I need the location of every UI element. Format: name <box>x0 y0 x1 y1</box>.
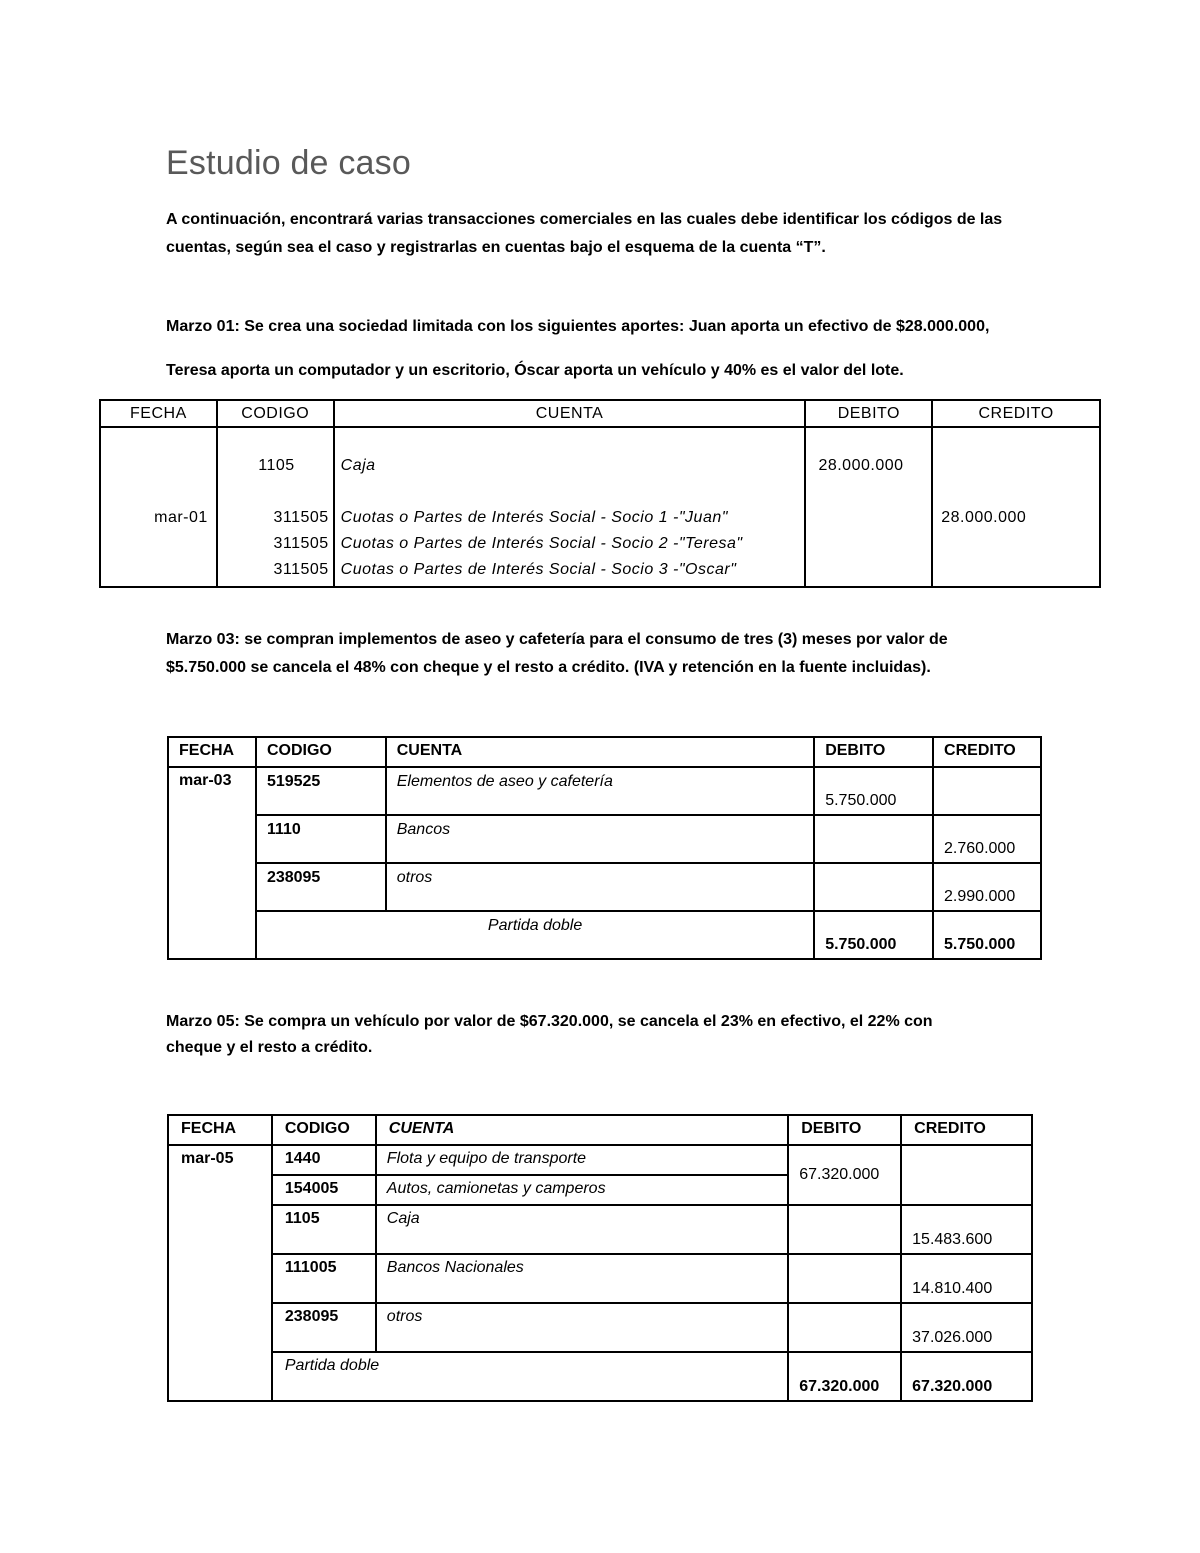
credito-cell <box>933 815 1041 863</box>
credito-cell <box>901 1145 1032 1205</box>
header-fecha: FECHA <box>168 737 256 767</box>
section1-line2: Teresa aporta un computador y un escritorio, Óscar aporta un vehículo y 40% es el valor del lote. <box>166 362 904 379</box>
table-row <box>100 427 1100 587</box>
credito-value: 2.760.000 <box>944 840 1016 857</box>
header-credito: CREDITO <box>933 737 1041 767</box>
codigo-value: 1105 <box>258 457 295 474</box>
table-header-row <box>168 737 1041 767</box>
header-debito: DEBITO <box>788 1115 901 1145</box>
section3-line2: cheque y el resto a crédito. <box>166 1039 373 1056</box>
credito-cell <box>932 427 1100 587</box>
section1-text1: Se crea una sociedad limitada con los siguientes aportes: Juan aporta un efectivo de $28.000.000, <box>239 318 990 335</box>
cuenta-cell: Elementos de aseo y cafetería <box>386 767 814 815</box>
cuenta-cell: Autos, camionetas y camperos <box>376 1175 788 1205</box>
fecha-value: mar-01 <box>154 509 208 526</box>
section3-line1 <box>166 1008 933 1036</box>
total-credito-cell <box>901 1352 1032 1401</box>
header-fecha: FECHA <box>168 1115 272 1145</box>
codigo-cell: 1440 <box>272 1145 376 1175</box>
debito-cell <box>788 1205 901 1254</box>
credito-value: 2.990.000 <box>944 888 1016 905</box>
credito-value: 37.026.000 <box>912 1329 993 1346</box>
codigo-value: 311505 <box>273 561 329 578</box>
cuenta-value: Cuotas o Partes de Interés Social - Socio 1 -"Juan" <box>340 509 728 526</box>
codigo-cell: 154005 <box>272 1175 376 1205</box>
total-label: Partida doble <box>256 911 814 959</box>
cuenta-cell: Caja <box>376 1205 788 1254</box>
debito-cell <box>814 767 933 815</box>
credito-value: 14.810.400 <box>912 1280 993 1297</box>
section3-label: Marzo 05: <box>166 1013 240 1030</box>
total-debito-cell <box>814 911 933 959</box>
cuenta-cell: Flota y equipo de transporte <box>376 1145 788 1175</box>
header-credito: CREDITO <box>932 400 1100 427</box>
total-label: Partida doble <box>272 1352 788 1401</box>
cuenta-value: Cuotas o Partes de Interés Social - Socio 3 -"Oscar" <box>340 561 737 578</box>
table-row <box>168 1254 1032 1303</box>
section1-line1 <box>166 313 989 341</box>
debito-cell <box>814 815 933 863</box>
section2-text1: se compran implementos de aseo y cafetería para el consumo de tres (3) meses por valor de <box>239 631 948 648</box>
credito-cell <box>901 1303 1032 1352</box>
cuenta-cell <box>334 427 806 587</box>
debito-cell <box>788 1254 901 1303</box>
section1-label: Marzo 01: <box>166 318 240 335</box>
codigo-cell: 238095 <box>272 1303 376 1352</box>
total-row <box>168 1352 1032 1401</box>
header-debito: DEBITO <box>805 400 932 427</box>
journal-table-mar01 <box>99 399 1101 588</box>
header-cuenta: CUENTA <box>376 1115 788 1145</box>
table-row <box>168 1145 1032 1175</box>
table-row <box>168 815 1041 863</box>
debito-value: 28.000.000 <box>818 457 904 474</box>
intro-paragraph: A continuación, encontrará varias transacciones comerciales en las cuales debe identificar los códigos de las cuentas, según sea el caso y registrarlas en cuentas bajo el esquema de la cuenta “T”. <box>166 211 1003 256</box>
total-debito-value: 67.320.000 <box>799 1378 880 1395</box>
journal-table-mar05 <box>167 1114 1033 1402</box>
credito-value: 28.000.000 <box>941 509 1027 526</box>
fecha-cell: mar-03 <box>168 767 256 959</box>
total-debito-cell <box>788 1352 901 1401</box>
cuenta-value: Caja <box>340 457 376 474</box>
header-codigo: CODIGO <box>217 400 334 427</box>
credito-cell <box>901 1205 1032 1254</box>
fecha-cell <box>100 427 217 587</box>
total-debito-value: 5.750.000 <box>825 936 897 953</box>
credito-cell <box>933 863 1041 911</box>
total-credito-value: 67.320.000 <box>912 1378 993 1395</box>
table-row <box>168 767 1041 815</box>
debito-cell <box>788 1303 901 1352</box>
codigo-value: 311505 <box>273 535 329 552</box>
section2-label: Marzo 03: <box>166 631 240 648</box>
credito-cell <box>901 1254 1032 1303</box>
fecha-cell: mar-05 <box>168 1145 272 1401</box>
table-row <box>168 1303 1032 1352</box>
journal-table-mar03 <box>167 736 1042 960</box>
total-credito-value: 5.750.000 <box>944 936 1016 953</box>
cuenta-cell: otros <box>376 1303 788 1352</box>
table-row <box>168 863 1041 911</box>
debito-cell: 67.320.000 <box>788 1145 901 1205</box>
codigo-cell: 519525 <box>256 767 386 815</box>
header-fecha: FECHA <box>100 400 217 427</box>
codigo-cell: 111005 <box>272 1254 376 1303</box>
header-cuenta: CUENTA <box>334 400 806 427</box>
header-cuenta: CUENTA <box>386 737 814 767</box>
codigo-cell: 1110 <box>256 815 386 863</box>
cuenta-cell: Bancos <box>386 815 814 863</box>
table-row <box>168 1205 1032 1254</box>
debito-cell <box>814 863 933 911</box>
header-debito: DEBITO <box>814 737 933 767</box>
total-row <box>168 911 1041 959</box>
codigo-cell <box>217 427 334 587</box>
section3-text1: Se compra un vehículo por valor de $67.320.000, se cancela el 23% en efectivo, el 22% con <box>239 1013 933 1030</box>
header-codigo: CODIGO <box>272 1115 376 1145</box>
credito-value: 15.483.600 <box>912 1231 993 1248</box>
cuenta-value: Cuotas o Partes de Interés Social - Socio 2 -"Teresa" <box>340 535 743 552</box>
total-credito-cell <box>933 911 1041 959</box>
cuenta-cell: Bancos Nacionales <box>376 1254 788 1303</box>
codigo-cell: 1105 <box>272 1205 376 1254</box>
section2-line1 <box>166 626 948 654</box>
table-header-row <box>168 1115 1032 1145</box>
credito-cell <box>933 767 1041 815</box>
codigo-cell: 238095 <box>256 863 386 911</box>
codigo-value: 311505 <box>273 509 329 526</box>
page-title: Estudio de caso <box>166 144 411 182</box>
table-header-row <box>100 400 1100 427</box>
cuenta-cell: otros <box>386 863 814 911</box>
header-codigo: CODIGO <box>256 737 386 767</box>
header-credito: CREDITO <box>901 1115 1032 1145</box>
debito-cell <box>805 427 932 587</box>
debito-value: 5.750.000 <box>825 792 897 809</box>
section2-line2: $5.750.000 se cancela el 48% con cheque y el resto a crédito. (IVA y retención en la fuente incluidas). <box>166 659 931 676</box>
